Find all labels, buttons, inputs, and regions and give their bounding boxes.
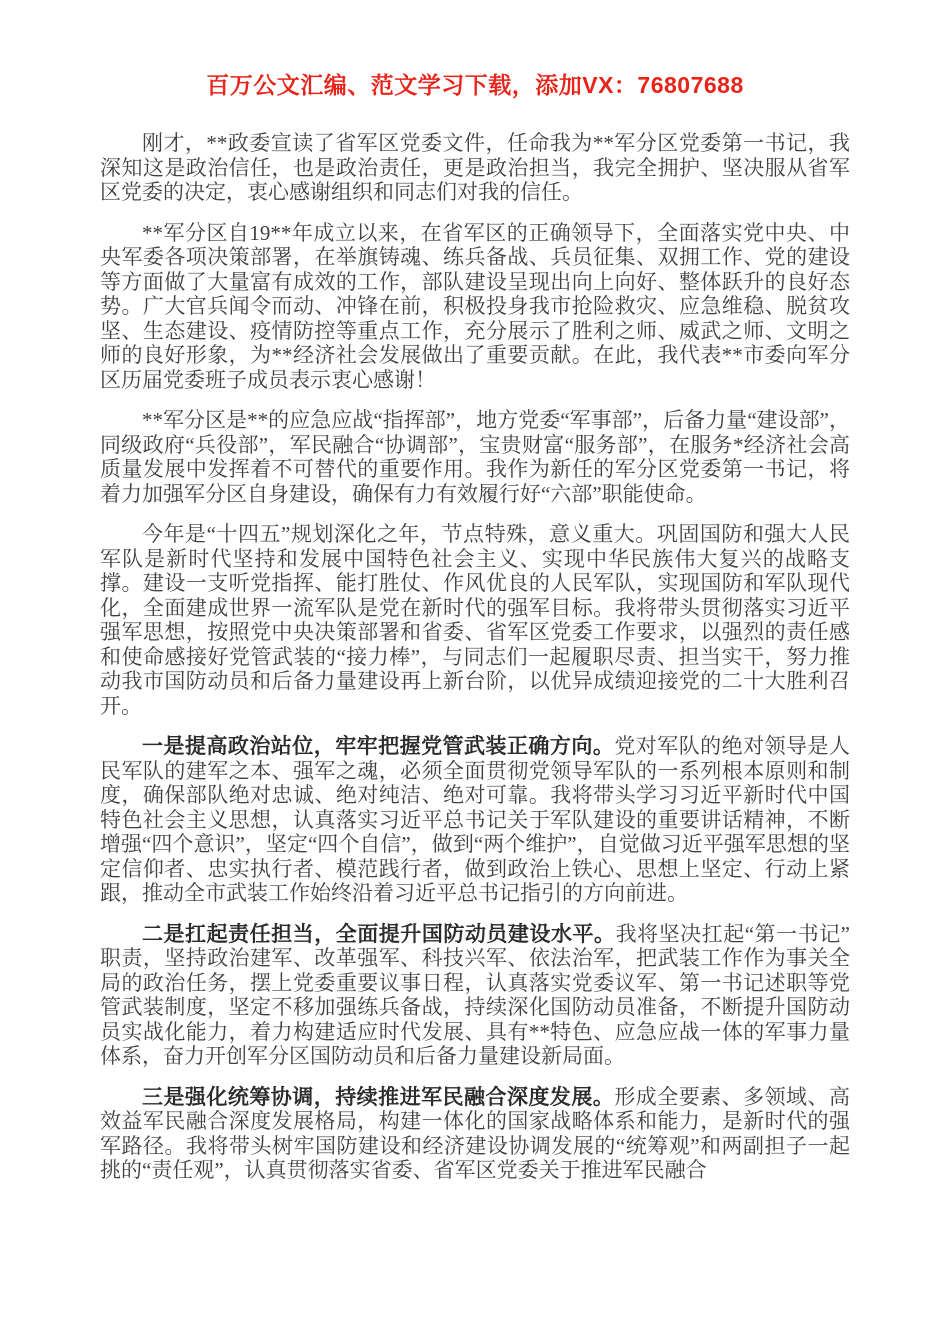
paragraph [100,922,850,1069]
paragraph-text: 党对军队的绝对领导是人民军队的建军之本、强军之魂，必须全面贯彻党领导军队的一系列根本原则和制度，确保部队绝对忠诚、绝对纯洁、绝对可靠。我将带头学习习近平新时代中国特色社会主义思想，认真落实习近平总书记关于军队建设的重要讲话精神，不断增强“四个意识”，坚定“四个自信”，做到“两个维护”，自觉做习近平强军思想的坚定信仰者、忠实执行者、模范践行者，做到政治上铁心、思想上坚定、行动上紧跟，推动全市武装工作始终沿着习近平总书记指引的方向前进。 [100,734,850,905]
promo-banner: 百万公文汇编、范文学习下载，添加VX：76807688 [206,72,744,98]
paragraph-lead: 三是强化统筹协调，持续推进军民融合深度发展。 [142,1084,615,1109]
paragraph [100,408,850,506]
paragraph [100,1085,850,1183]
paragraph [100,131,850,205]
paragraph-text: 刚才，**政委宣读了省军区党委文件，任命我为**军分区党委第一书记，我深知这是政治信任，也是政治责任，更是政治担当，我完全拥护、坚决服从省军区党委的决定，衷心感谢组织和同志们对我的信任。 [100,131,850,204]
paragraph [100,522,850,718]
paragraph-text: **军分区是**的应急应战“指挥部”，地方党委“军事部”，后备力量“建设部”，同级政府“兵役部”，军民融合“协调部”，宝贵财富“服务部”，在服务*经济社会高质量发展中发挥着不可替代的重要作用。我作为新任的军分区党委第一书记，将着力加强军分区自身建设，确保有力有效履行好“六部”职能使命。 [100,408,850,506]
paragraph-lead: 一是提高政治站位，牢牢把握党管武装正确方向。 [142,734,615,758]
paragraph-text: 今年是“十四五”规划深化之年，节点特殊，意义重大。巩固国防和强大人民军队是新时代坚持和发展中国特色社会主义、实现中华民族伟大复兴的战略支撑。建设一支听党指挥、能打胜仗、作风优良的人民军队，实现国防和军队现代化，全面建成世界一流军队是党在新时代的强军目标。我将带头贯彻落实习近平强军思想，按照党中央决策部署和省委、省军区党委工作要求，以强烈的责任感和使命感接好党管武装的“接力棒”，与同志们一起履职尽责、担当实干，努力推动我市国防动员和后备力量建设再上新台阶，以优异成绩迎接党的二十大胜利召开。 [100,522,850,718]
paragraph [100,221,850,393]
document-body [100,131,850,1183]
paragraph-lead: 二是扛起责任担当，全面提升国防动员建设水平。 [142,921,616,946]
paragraph-text: **军分区自19**年成立以来，在省军区的正确领导下，全面落实党中央、中央军委各项决策部署，在举旗铸魂、练兵备战、兵员征集、双拥工作、党的建设等方面做了大量富有成效的工作，部队建设呈现出向上向好、整体跃升的良好态势。广大官兵闻令而动、冲锋在前，积极投身我市抢险救灾、应急维稳、脱贫攻坚、生态建设、疫情防控等重点工作，充分展示了胜利之师、威武之师、文明之师的良好形象，为**经济社会发展做出了重要贡献。在此，我代表**市委向军分区历届党委班子成员表示衷心感谢！ [100,220,850,392]
paragraph-text: 形成全要素、多领域、高效益军民融合深度发展格局，构建一体化的国家战略体系和能力，是新时代的强军路径。我将带头树牢国防建设和经济建设协调发展的“统筹观”和两副担子一起挑的“责任观”，认真贯彻落实省委、省军区党委关于推进军民融合 [100,1084,850,1182]
paragraph-text: 我将坚决扛起“第一书记”职责，坚持政治建军、改革强军、科技兴军、依法治军，把武装工作作为事关全局的政治任务，摆上党委重要议事日程，认真落实党委议军、第一书记述职等党管武装制度，坚定不移加强练兵备战，持续深化国防动员准备，不断提升国防动员实战化能力，着力构建适应时代发展、具有**特色、应急应战一体的军事力量体系，奋力开创军分区国防动员和后备力量建设新局面。 [100,921,850,1068]
paragraph [100,734,850,906]
